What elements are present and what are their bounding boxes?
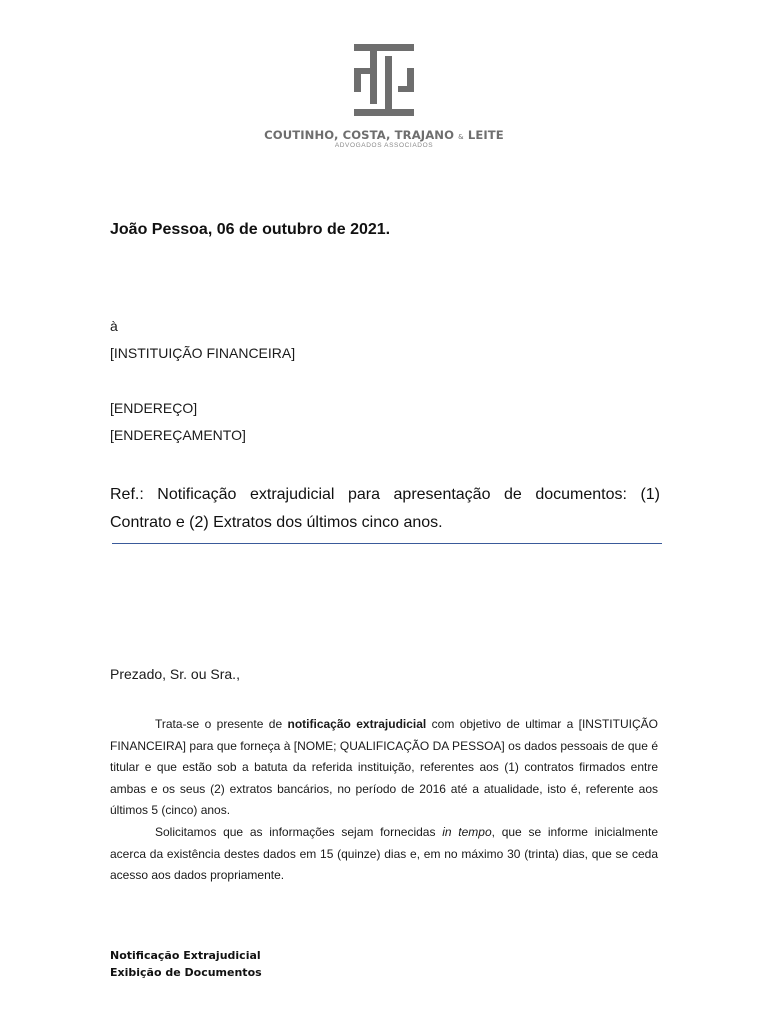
- date-line: João Pessoa, 06 de outubro de 2021.: [110, 221, 391, 238]
- footer-line-1: Notificação Extrajudicial: [110, 949, 261, 962]
- bold-term: notificação extrajudicial: [287, 717, 427, 731]
- recipient-institution: [INSTITUIÇÃO FINANCEIRA]: [110, 345, 296, 361]
- firm-name: COUTINHO, COSTA, TRAJANO & LEITE: [264, 128, 504, 142]
- recipient-preposition: à: [110, 318, 118, 334]
- recipient-address: [ENDEREÇO]: [110, 400, 198, 416]
- reference-divider: [112, 543, 662, 544]
- reference-line: Ref.: Notificação extrajudicial para apresentação de documentos: (1) Contrato e (2) Extratos dos últimos cinco anos.: [110, 486, 660, 531]
- recipient-addressing: [ENDEREÇAMENTO]: [110, 427, 246, 443]
- body-paragraph-1: Trata-se o presente de notificação extrajudicial com objetivo de ultimar a [INSTITUIÇÃO FINANCEIRA] para que forneça à [NOME; QUALIFICAÇÃO DA PESSOA] os dados pessoais de que é titular e que estão sob a batuta da referida instituição, referentes aos (1) contratos firmados entre ambas e os seus (2) extratos bancários, no período de 2016 até a atualidade, isto é, referente aos últimos 5 (cinco) anos.: [110, 717, 658, 818]
- italic-term: in tempo: [442, 825, 492, 839]
- page-footer: [110, 947, 262, 981]
- footer-line-2: Exibição de Documentos: [110, 966, 262, 979]
- firm-monogram-icon: [352, 42, 416, 118]
- body-paragraph-2: Solicitamos que as informações sejam fornecidas in tempo, que se informe inicialmente acerca da existência destes dados em 15 (quinze) dias e, em no máximo 30 (trinta) dias, que se ceda acesso aos dados propriamente.: [110, 825, 658, 883]
- firm-tagline: ADVOGADOS ASSOCIADOS: [334, 142, 434, 149]
- firm-logo: [262, 42, 506, 154]
- greeting: Prezado, Sr. ou Sra.,: [110, 666, 240, 682]
